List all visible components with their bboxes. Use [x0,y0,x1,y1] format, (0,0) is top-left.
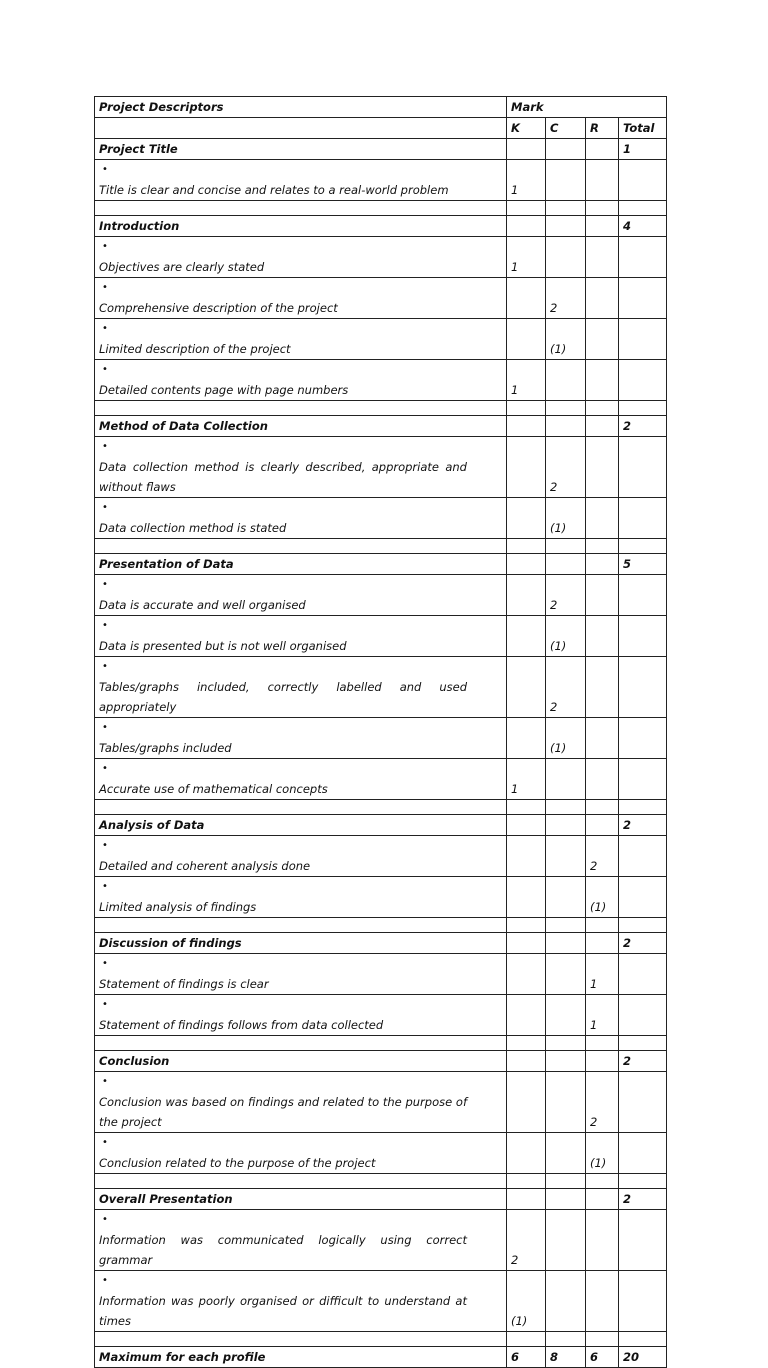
spacer-row [95,1332,667,1347]
k-mark [507,319,546,360]
k-mark [507,877,546,918]
total-cell [619,657,667,718]
k-mark [507,616,546,657]
empty-cell [586,401,619,416]
bullet: • [102,364,108,375]
empty-cell [507,918,546,933]
criterion-row [95,657,667,718]
section-total: 2 [619,1051,667,1072]
empty-cell [507,201,546,216]
bullet: • [102,323,108,334]
total-cell [619,877,667,918]
criterion-text: Detailed contents page with page numbers [99,383,349,397]
bullet: • [102,958,108,969]
r-mark [586,319,619,360]
empty-cell [95,1174,507,1189]
total-cell [619,360,667,401]
section-title: Analysis of Data [95,815,507,836]
total-cell [619,1133,667,1174]
criterion-description [95,160,507,201]
section-title: Project Title [95,139,507,160]
k-mark [507,437,546,498]
total-cell [619,1271,667,1332]
bullet: • [102,763,108,774]
criterion-text: Title is clear and concise and relates to a real-world problem [99,183,449,197]
section-header-row [95,815,667,836]
bullet: • [102,881,108,892]
empty-cell [586,933,619,954]
empty-cell [546,201,586,216]
bullet: • [102,502,108,513]
total-cell [619,1072,667,1133]
empty-cell [507,139,546,160]
total-cell [619,759,667,800]
empty-cell [586,815,619,836]
criterion-description [95,360,507,401]
criterion-description [95,319,507,360]
bullet: • [102,620,108,631]
total-cell [619,995,667,1036]
empty-cell [546,933,586,954]
section-header-row [95,216,667,237]
r-mark: 1 [586,995,619,1036]
empty-cell [546,554,586,575]
empty-cell [586,1332,619,1347]
total-cell [619,160,667,201]
c-mark: 2 [546,657,586,718]
criterion-description [95,877,507,918]
k-mark [507,1133,546,1174]
criterion-row [95,718,667,759]
empty-cell [95,800,507,815]
empty-cell [619,800,667,815]
criterion-description [95,616,507,657]
criterion-description [95,836,507,877]
r-mark [586,657,619,718]
total-cell [619,319,667,360]
section-total: 2 [619,1189,667,1210]
criterion-text: Conclusion was based on findings and related to the purpose of the project [99,1095,467,1129]
r-mark: (1) [586,877,619,918]
bullet: • [102,579,108,590]
c-header: C [546,118,586,139]
empty-cell [586,539,619,554]
k-mark [507,278,546,319]
spacer-row [95,1036,667,1051]
criterion-text: Data collection method is stated [99,521,287,535]
c-mark: 2 [546,278,586,319]
bullet: • [102,164,108,175]
spacer-row [95,401,667,416]
empty-cell [507,1174,546,1189]
criterion-text: Statement of findings follows from data collected [99,1018,384,1032]
criterion-text: Statement of findings is clear [99,977,269,991]
rubric-sections [95,139,667,1347]
empty-cell [619,1332,667,1347]
criterion-row [95,1271,667,1332]
empty-cell [507,1332,546,1347]
c-mark [546,877,586,918]
profile-header-row [95,118,667,139]
c-mark [546,360,586,401]
r-mark [586,498,619,539]
r-mark: 2 [586,1072,619,1133]
bullet: • [102,282,108,293]
empty-cell [619,918,667,933]
c-mark: (1) [546,319,586,360]
criterion-text: Data is accurate and well organised [99,598,306,612]
k-mark [507,657,546,718]
criterion-description [95,1072,507,1133]
k-mark [507,498,546,539]
criterion-description [95,657,507,718]
mark-header: Mark [507,97,667,118]
criterion-row [95,877,667,918]
empty-cell [507,1051,546,1072]
criterion-text: Detailed and coherent analysis done [99,859,311,873]
criterion-row [95,759,667,800]
criterion-row [95,575,667,616]
r-mark [586,437,619,498]
r-mark [586,237,619,278]
empty-cell [546,815,586,836]
empty-cell [546,216,586,237]
k-mark [507,995,546,1036]
bullet: • [102,999,108,1010]
total-cell [619,575,667,616]
r-mark [586,1271,619,1332]
empty-cell [507,401,546,416]
empty-cell [507,416,546,437]
c-mark [546,237,586,278]
section-header-row [95,416,667,437]
criterion-text: Objectives are clearly stated [99,260,265,274]
empty-cell [586,1174,619,1189]
section-title: Method of Data Collection [95,416,507,437]
criterion-row [95,160,667,201]
empty-cell [546,416,586,437]
section-header-row [95,933,667,954]
r-mark [586,278,619,319]
total-cell [619,237,667,278]
section-header-row [95,139,667,160]
criterion-description [95,1133,507,1174]
footer-row [95,1347,667,1368]
r-mark [586,1210,619,1271]
empty-cell [586,554,619,575]
descriptors-header: Project Descriptors [95,97,507,118]
criterion-row [95,360,667,401]
c-mark [546,1133,586,1174]
criterion-description [95,954,507,995]
section-total: 5 [619,554,667,575]
total-cell [619,954,667,995]
empty-cell [586,139,619,160]
criterion-row [95,319,667,360]
total-cell [619,616,667,657]
criterion-row [95,498,667,539]
empty-cell [546,1174,586,1189]
criterion-row [95,1210,667,1271]
criterion-text: Limited description of the project [99,342,291,356]
footer-label: Maximum for each profile [95,1347,507,1368]
k-mark: 1 [507,237,546,278]
criterion-text: Data collection method is clearly described, appropriate and without flaws [99,460,467,494]
empty-cell [507,216,546,237]
section-total: 2 [619,933,667,954]
k-mark [507,718,546,759]
total-cell [619,1210,667,1271]
criterion-description [95,718,507,759]
bullet: • [102,1076,108,1087]
spacer-row [95,539,667,554]
criterion-row [95,437,667,498]
k-mark [507,575,546,616]
header-row [95,97,667,118]
total-cell [619,278,667,319]
r-mark: 2 [586,836,619,877]
bullet: • [102,1214,108,1225]
k-mark [507,954,546,995]
r-mark: 1 [586,954,619,995]
empty-cell [95,539,507,554]
criterion-text: Comprehensive description of the project [99,301,338,315]
empty-cell [546,800,586,815]
empty-cell [546,1332,586,1347]
footer-c: 8 [546,1347,586,1368]
empty-cell [95,1332,507,1347]
empty-cell [507,815,546,836]
c-mark [546,759,586,800]
empty-cell [507,800,546,815]
criterion-description [95,575,507,616]
c-mark: (1) [546,718,586,759]
r-mark: (1) [586,1133,619,1174]
empty-cell [95,401,507,416]
empty-cell [507,539,546,554]
criterion-text: Accurate use of mathematical concepts [99,782,328,796]
empty-cell [619,1174,667,1189]
r-mark [586,160,619,201]
k-mark [507,836,546,877]
empty-cell [546,1051,586,1072]
criterion-description [95,278,507,319]
empty-cell [586,1036,619,1051]
criterion-row [95,1133,667,1174]
bullet: • [102,1137,108,1148]
bullet: • [102,441,108,452]
criterion-description [95,759,507,800]
total-header: Total [619,118,667,139]
c-mark: 2 [546,437,586,498]
c-mark [546,995,586,1036]
empty-cell [586,918,619,933]
c-mark [546,1210,586,1271]
k-mark: 1 [507,360,546,401]
r-mark [586,616,619,657]
section-title: Overall Presentation [95,1189,507,1210]
empty-cell [619,201,667,216]
bullet: • [102,1275,108,1286]
empty-cell [95,1036,507,1051]
criterion-description [95,237,507,278]
empty-cell [507,933,546,954]
criterion-description [95,1210,507,1271]
footer-total: 20 [619,1347,667,1368]
total-cell [619,836,667,877]
r-mark [586,759,619,800]
empty-cell [546,1036,586,1051]
total-cell [619,437,667,498]
bullet: • [102,241,108,252]
criterion-text: Tables/graphs included, correctly labelled and used appropriately [99,680,467,714]
criterion-text: Tables/graphs included [99,741,232,755]
empty-cell [619,401,667,416]
section-header-row [95,554,667,575]
criterion-row [95,616,667,657]
c-mark [546,836,586,877]
k-mark: (1) [507,1271,546,1332]
empty-cell [546,401,586,416]
total-cell [619,718,667,759]
criterion-row [95,278,667,319]
empty-cell [507,554,546,575]
r-header: R [586,118,619,139]
spacer-row [95,800,667,815]
section-header-row [95,1189,667,1210]
c-mark: (1) [546,616,586,657]
marking-rubric-table [94,96,667,1368]
r-mark [586,718,619,759]
criterion-text: Conclusion related to the purpose of the project [99,1156,376,1170]
c-mark [546,1072,586,1133]
criterion-description [95,995,507,1036]
footer-k: 6 [507,1347,546,1368]
empty-cell [95,201,507,216]
section-title: Conclusion [95,1051,507,1072]
blank-cell [95,118,507,139]
k-mark: 1 [507,160,546,201]
section-total: 2 [619,416,667,437]
r-mark [586,360,619,401]
empty-cell [95,918,507,933]
empty-cell [507,1036,546,1051]
total-cell [619,498,667,539]
k-mark: 2 [507,1210,546,1271]
empty-cell [546,539,586,554]
r-mark [586,575,619,616]
empty-cell [546,139,586,160]
criterion-row [95,954,667,995]
footer-r: 6 [586,1347,619,1368]
c-mark [546,160,586,201]
criterion-description [95,437,507,498]
criterion-row [95,1072,667,1133]
empty-cell [586,201,619,216]
section-total: 4 [619,216,667,237]
bullet: • [102,722,108,733]
criterion-row [95,836,667,877]
criterion-description [95,498,507,539]
section-total: 2 [619,815,667,836]
empty-cell [586,216,619,237]
empty-cell [586,416,619,437]
criterion-row [95,995,667,1036]
k-header: K [507,118,546,139]
k-mark: 1 [507,759,546,800]
k-mark [507,1072,546,1133]
c-mark: (1) [546,498,586,539]
empty-cell [586,1189,619,1210]
spacer-row [95,918,667,933]
bullet: • [102,661,108,672]
criterion-text: Data is presented but is not well organised [99,639,347,653]
section-title: Discussion of findings [95,933,507,954]
criterion-row [95,237,667,278]
criterion-text: Information was poorly organised or difficult to understand at times [99,1294,467,1328]
empty-cell [546,1189,586,1210]
section-title: Introduction [95,216,507,237]
empty-cell [586,800,619,815]
criterion-text: Information was communicated logically using correct grammar [99,1233,467,1267]
spacer-row [95,1174,667,1189]
spacer-row [95,201,667,216]
section-total: 1 [619,139,667,160]
c-mark [546,1271,586,1332]
criterion-description [95,1271,507,1332]
empty-cell [546,918,586,933]
empty-cell [586,1051,619,1072]
section-header-row [95,1051,667,1072]
c-mark [546,954,586,995]
section-title: Presentation of Data [95,554,507,575]
c-mark: 2 [546,575,586,616]
empty-cell [619,1036,667,1051]
criterion-text: Limited analysis of findings [99,900,257,914]
empty-cell [619,539,667,554]
bullet: • [102,840,108,851]
empty-cell [507,1189,546,1210]
